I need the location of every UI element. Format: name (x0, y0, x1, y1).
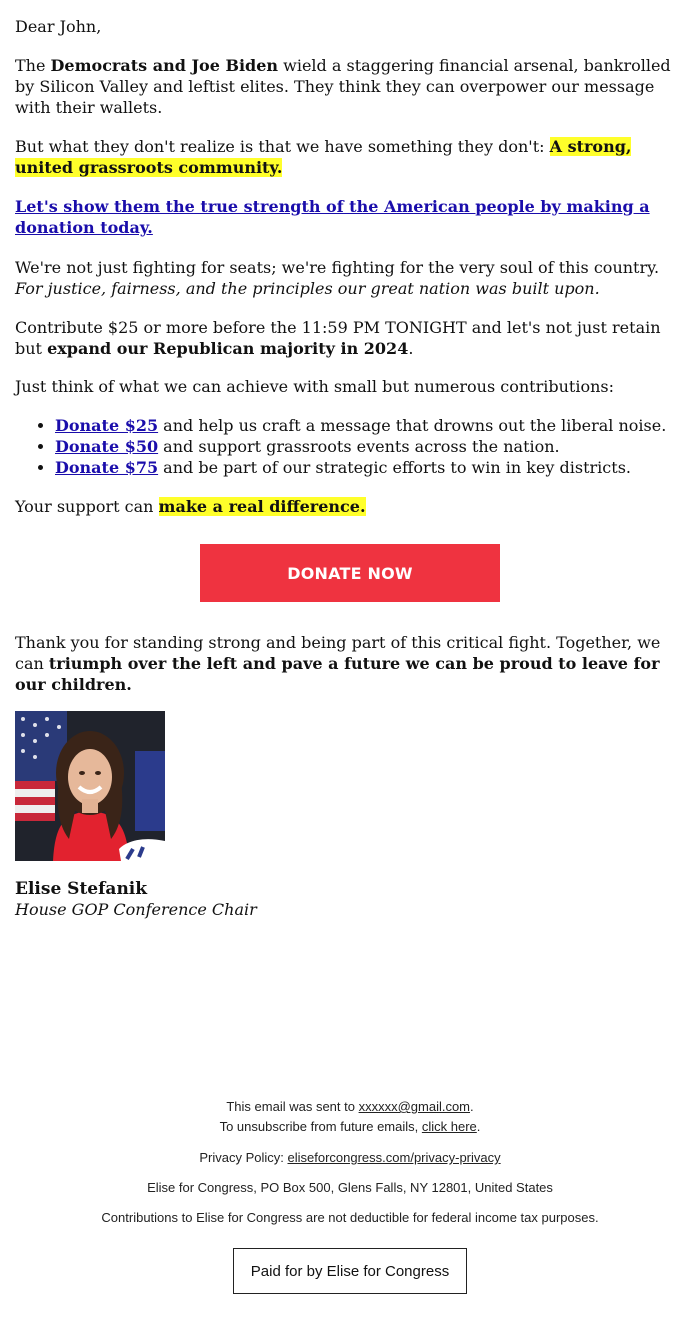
recipient-email-link[interactable]: xxxxxx@gmail.com (358, 1099, 471, 1114)
unsubscribe-link[interactable]: click here (421, 1119, 477, 1134)
list-item: • Donate $50 and support grassroots events across the nation. (55, 436, 683, 457)
donate-today-link[interactable]: Let's show them the true strength of the American people by making a donation today. (15, 197, 650, 237)
donate-list (15, 415, 683, 478)
portrait-image (15, 711, 165, 861)
signature-photo (15, 711, 165, 861)
paragraph-grassroots: But what they don't realize is that we have something they don't: A strong, united grassroots community. (15, 137, 632, 177)
privacy-policy-link[interactable]: eliseforcongress.com/privacy-privacy (287, 1150, 501, 1165)
paragraph-contributions-intro: Just think of what we can achieve with small but numerous contributions: (15, 377, 614, 396)
list-item: • Donate $25 and help us craft a message that drowns out the liberal noise. (55, 415, 683, 436)
paragraph-thank-you: Thank you for standing strong and being part of this critical fight. Together, we can triumph over the left and pave a future we can be proud to leave for our children. (15, 633, 661, 694)
signature-name: Elise Stefanik (15, 879, 148, 899)
donate-50-link[interactable]: Donate $50 (55, 437, 159, 456)
footer-address: Elise for Congress, PO Box 500, Glens Falls, NY 12801, United States (147, 1180, 553, 1195)
greeting: Dear John, (15, 17, 102, 36)
paragraph-difference: Your support can make a real difference. (15, 497, 366, 516)
footer-privacy: Privacy Policy: eliseforcongress.com/privacy-privacy (199, 1150, 501, 1165)
highlight-grassroots: A strong, united grassroots community. (15, 137, 632, 177)
paragraph-contribute: Contribute $25 or more before the 11:59 PM TONIGHT and let's not just retain but expand our Republican majority in 2024. (15, 318, 661, 358)
donate-25-link[interactable]: Donate $25 (55, 416, 159, 435)
paid-for-box: Paid for by Elise for Congress (233, 1248, 467, 1294)
paragraph-opposition: The Democrats and Joe Biden wield a staggering financial arsenal, bankrolled by Silicon Valley and leftist elites. They think they can overpower our message with their wallets. (15, 56, 671, 117)
list-item: • Donate $75 and be part of our strategic efforts to win in key districts. (55, 457, 683, 478)
paragraph-soul: We're not just fighting for seats; we're fighting for the very soul of this country. For justice, fairness, and the principles our great nation was built upon. (15, 258, 660, 298)
donate-now-button[interactable]: DONATE NOW (200, 544, 500, 602)
paragraph-donate-link (15, 196, 683, 238)
footer-disclaimer: Contributions to Elise for Congress are not deductible for federal income tax purposes. (101, 1210, 599, 1225)
highlight-difference: make a real difference. (158, 497, 366, 516)
signature-title: House GOP Conference Chair (15, 900, 257, 919)
footer-sent-info: This email was sent to xxxxxx@gmail.com. To unsubscribe from future emails, click here. (219, 1099, 481, 1134)
donate-75-link[interactable]: Donate $75 (55, 458, 159, 477)
